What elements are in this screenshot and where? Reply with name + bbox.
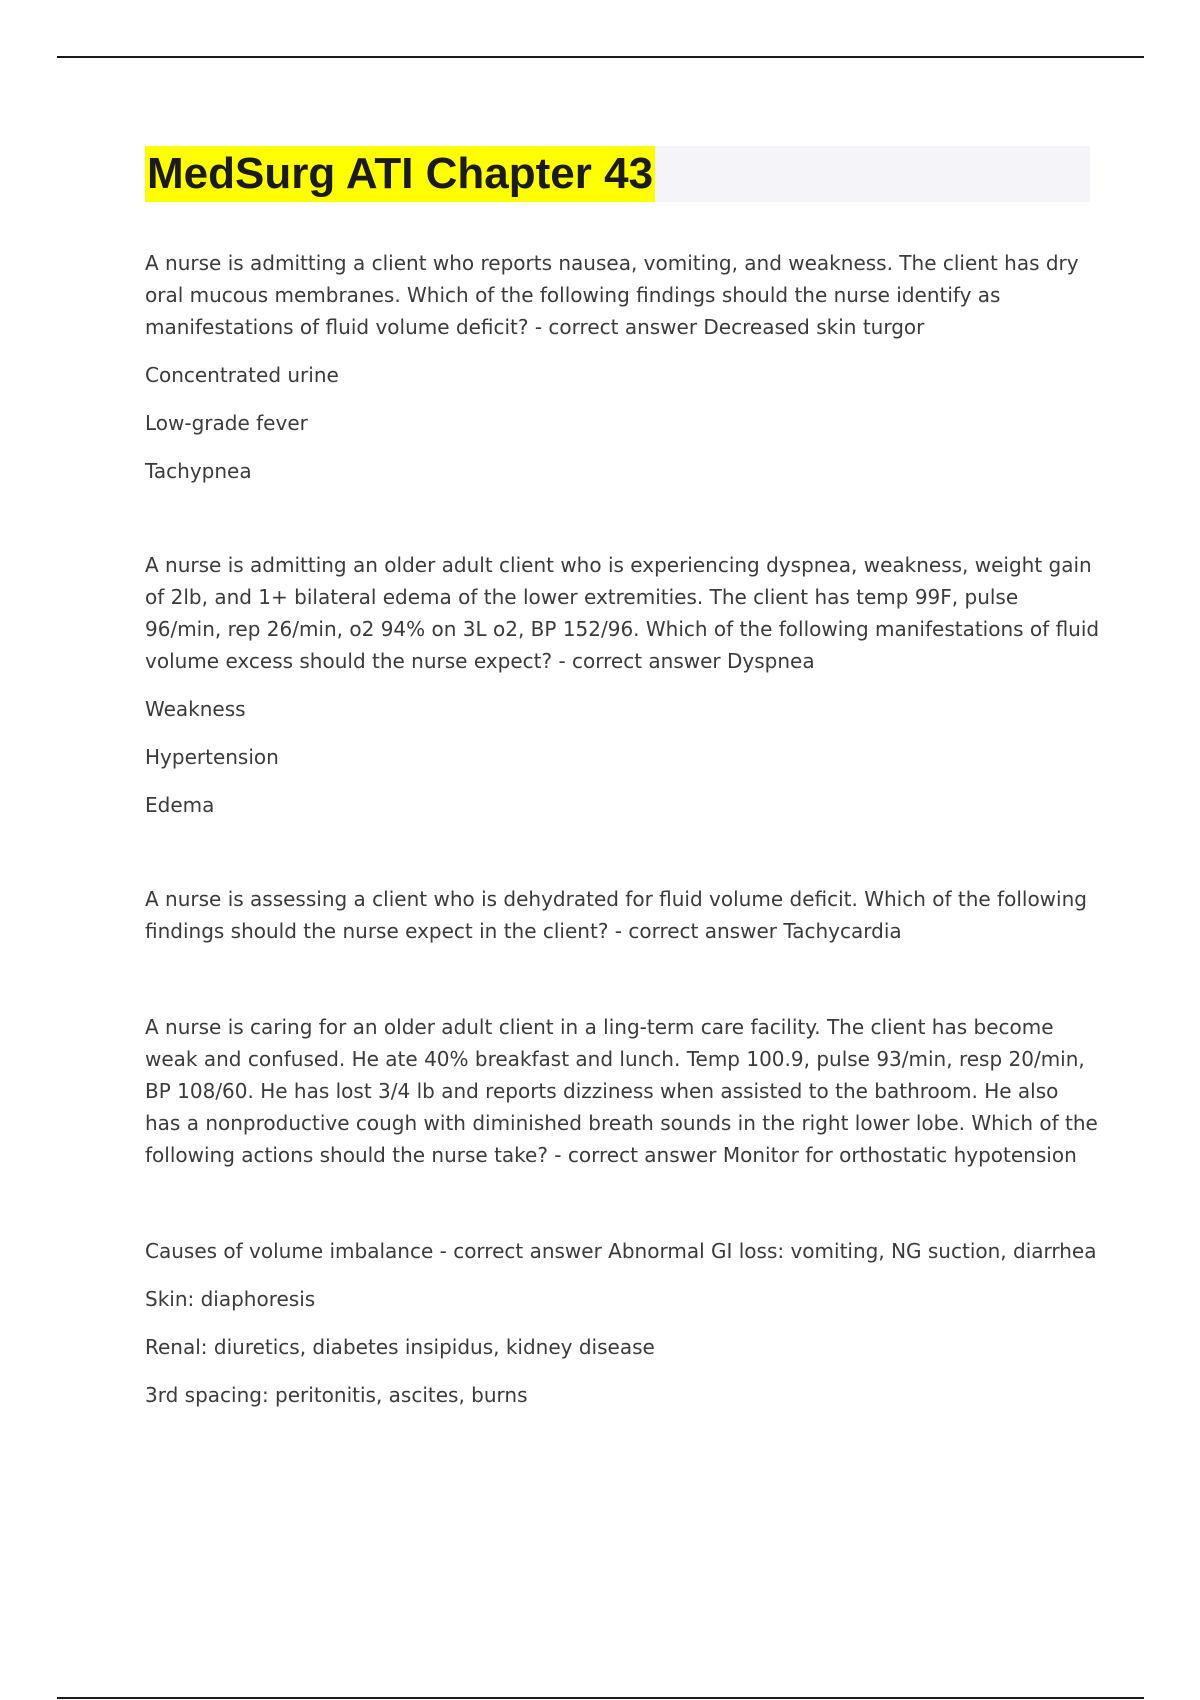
block-spacer xyxy=(145,1187,1100,1235)
answer-item: Skin: diaphoresis xyxy=(145,1287,316,1311)
question-3: A nurse is assessing a client who is dehydrated for fluid volume deficit. Which of the following findings should the nurse expect in the client? - correct answer Tachycardia xyxy=(145,887,1087,943)
question-1: A nurse is admitting a client who reports nausea, vomiting, and weakness. The client has dry oral mucous membranes. Which of the following findings should the nurse identify as manifestations of fluid volume deficit? - correct answer Decreased skin turgor xyxy=(145,251,1079,339)
block-spacer xyxy=(145,963,1100,1011)
question-5: Causes of volume imbalance - correct answer Abnormal GI loss: vomiting, NG suction, diarrhea xyxy=(145,1239,1097,1263)
answer-item: Low-grade fever xyxy=(145,411,308,435)
top-rule xyxy=(57,56,1144,58)
answer-item: Renal: diuretics, diabetes insipidus, kidney disease xyxy=(145,1335,655,1359)
question-4: A nurse is caring for an older adult client in a ling-term care facility. The client has become weak and confused. He ate 40% breakfast and lunch. Temp 100.9, pulse 93/min, resp 20/min, BP 108/60. He has lost 3/4 lb and reports dizziness when assisted to the bathroom. He also has a nonproductive cough with diminished breath sounds in the right lower lobe. Which of the following actions should the nurse take? - correct answer Monitor for orthostatic hypotension xyxy=(145,1015,1098,1167)
bottom-rule xyxy=(57,1697,1144,1699)
page-title: MedSurg ATI Chapter 43 xyxy=(145,146,655,202)
block-spacer xyxy=(145,503,1100,549)
answer-item: Edema xyxy=(145,793,215,817)
answer-item: Hypertension xyxy=(145,745,279,769)
question-2: A nurse is admitting an older adult client who is experiencing dyspnea, weakness, weight gain of 2lb, and 1+ bilateral edema of the lower extremities. The client has temp 99F, pulse 96/min, rep 26/min, o2 94% on 3L o2, BP 152/96. Which of the following manifestations of fluid volume excess should the nurse expect? - correct answer Dyspnea xyxy=(145,553,1100,673)
document-body xyxy=(145,247,1100,1427)
answer-item: Tachypnea xyxy=(145,459,252,483)
answer-item: Concentrated urine xyxy=(145,363,339,387)
block-spacer xyxy=(145,837,1100,883)
answer-item: 3rd spacing: peritonitis, ascites, burns xyxy=(145,1383,528,1407)
answer-item: Weakness xyxy=(145,697,246,721)
